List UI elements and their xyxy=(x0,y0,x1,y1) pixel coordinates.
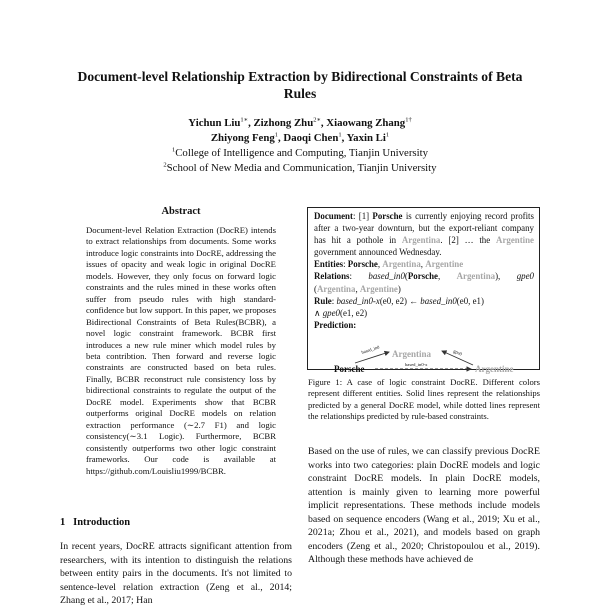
doc-text: . [2] … the xyxy=(440,235,497,246)
entity-argentine: Argentine xyxy=(425,259,464,270)
prediction-label: Prediction: xyxy=(314,319,357,330)
figure-entities: Entities: Porsche, Argentina, Argentine xyxy=(314,259,464,270)
var: e2 xyxy=(355,307,365,318)
author-name: Yichun Liu xyxy=(188,117,241,129)
var: e0 xyxy=(459,295,469,306)
author-list xyxy=(120,116,480,146)
figure-rule: Rule: based_in0-x(e0, e2) ← based_in0(e0, e1) ∧ gpe0(e1, e2) xyxy=(314,295,484,318)
label-based-in-x: based_in0-x xyxy=(405,362,428,367)
rule-head: based_in0-x xyxy=(336,295,380,306)
affiliation-mark: 1 xyxy=(171,146,176,154)
author-mark: 1∗ xyxy=(240,116,249,124)
section-title: Introduction xyxy=(73,517,131,528)
prediction-text: Prediction xyxy=(314,319,354,330)
rule-label: Rule xyxy=(314,295,332,306)
author-mark: 1 xyxy=(385,131,390,139)
node-argentina: Argentina xyxy=(392,349,431,359)
author-name: Zizhong Zhu xyxy=(253,117,314,129)
author-mark: 1 xyxy=(274,131,279,139)
entity-porsche: Porsche xyxy=(407,271,438,282)
var: e2 xyxy=(395,295,405,306)
node-argentine: Argentine xyxy=(475,364,514,374)
affiliation-1 xyxy=(110,146,490,160)
entity-argentina: Argentina xyxy=(456,271,496,282)
author-name: Zhiyong Feng xyxy=(210,132,275,144)
author-name: Yaxin Li xyxy=(346,132,386,144)
author-name: Daoqi Chen xyxy=(283,132,339,144)
figure-relations: Relations: based_in0(Porsche, Argentina), gpe0 (Argentina, Argentine) xyxy=(314,271,534,294)
rule-conjunct: ∧ gpe0 xyxy=(314,307,340,318)
figure-text xyxy=(314,210,534,331)
prediction-diagram xyxy=(307,345,540,375)
document-label: Document xyxy=(314,211,353,221)
rule-body: based_in0 xyxy=(420,295,457,306)
doc-text: : [1] xyxy=(352,211,373,221)
var: e1 xyxy=(472,295,481,306)
entity-porsche: Porsche xyxy=(372,211,403,221)
entity-argentina: Argentina xyxy=(401,235,441,246)
edge-based-in xyxy=(355,352,389,363)
var: e1 xyxy=(342,307,352,318)
entity-argentine: Argentine xyxy=(359,283,398,294)
figure-caption: Figure 1: A case of logic constraint DocRE. Different colors represent different entities. Solid lines represent the relationships predicted by a general DocRE model, while dotted lines represent the relationships predicted by rule-based constraints. xyxy=(308,377,540,421)
section-heading-introduction xyxy=(60,517,130,528)
author-mark: 2∗ xyxy=(313,116,321,124)
paper-title: Document-level Relationship Extraction by Bidirectional Constraints of Beta Rules xyxy=(77,69,523,101)
entity-argentine: Argentine xyxy=(496,235,534,246)
relation-function: gpe0 xyxy=(516,271,534,282)
entities-label: Entities xyxy=(314,259,344,270)
abstract-body: Document-level Relation Extraction (DocRE) intends to extract relationships from documents. Some works introduce logic constraints into DocRE, addressing the issues of opacity and weak logic in original DocRE models. However, they only focus on forward logic constraints and the rules mined in these works often suffer from pseudo rules with high standard-confidence but low support. In this paper, we proposes Bidirectional Constraints of Beta Rules(BCBR), a novel logic constraint framework. BCBR first introduces a new rule miner which model rules by beta contribtion. Then forward and reverse logic constraints are constructed based on beta rules. Finally, BCBR reconstruct rule consistency loss by bidirectional constraints to regulate the output of the DocRE model. Experiments show that BCBR outperforms original DocRE models on relation extraction performance (∼2.7 F1) and logic consistency(∼3.1 Logic). Furthermore, BCBR consistently outperforms two other logic constraint frameworks. Our code is available at https://github.com/Louisliu1999/BCBR. xyxy=(86,225,276,476)
introduction-body: In recent years, DocRE attracts significant attention from researchers, with its intention to distinguish the relations between entity pairs in the documents. It's not limited to sentence-level relation extraction (Zeng et al., 2014; Zhang et al., 2017; Han xyxy=(60,541,292,606)
figure-document xyxy=(314,210,534,258)
entity-porsche: Porsche xyxy=(347,259,378,270)
author-line-1: Yichun Liu$^{1∗}$, Zizhong Zhu$^{2∗}$, Xiaowang Zhang$^{1\dagger}$ xyxy=(188,116,412,129)
right-column-body: Based on the use of rules, we can classify previous DocRE works into two categories: plain DocRE models and logic constraint DocRE models. In plain DocRE models, attention is mainly given to learning more powerful implicit representations. These methods include models based on sequence encoders (Wang et al., 2019; Xu et al., 2021a; Zhou et al., 2021), and models based on graph encoders (Zeng et al., 2020; Christopoulou et al., 2019). Although these methods have achieved de xyxy=(308,446,540,565)
affiliation-2 xyxy=(110,161,490,175)
author-name: Xiaowang Zhang xyxy=(326,117,406,129)
relation-function: based_in xyxy=(368,271,401,282)
affiliation-text: College of Intelligence and Computing, Tianjin University xyxy=(175,147,429,159)
author-mark: 1 xyxy=(338,131,342,139)
doc-text: is currently enjoying record profits after a two-year downturn, but the export-reliant company has hit a pothole in xyxy=(314,211,534,246)
entity-argentina: Argentina xyxy=(382,259,421,270)
author-mark: 1† xyxy=(405,116,412,124)
relations-label: Relations xyxy=(314,271,350,282)
author-line-2: Zhiyong Feng$^1$, Daoqi Chen$^1$, Yaxin Li$^1$ xyxy=(210,131,390,144)
label-gpe: gpe0 xyxy=(452,348,463,357)
label-based-in: based_in0 xyxy=(360,344,381,355)
node-porsche: Porsche xyxy=(334,364,365,374)
rule-arrow: ← xyxy=(409,295,419,306)
entity-argentina: Argentina xyxy=(316,283,356,294)
affiliation-mark: 2 xyxy=(163,161,167,169)
abstract-heading: Abstract xyxy=(161,206,201,217)
affiliation-text: School of New Media and Communication, Tianjin University xyxy=(166,162,437,174)
doc-text: government announced Wednesday. xyxy=(314,247,442,258)
var: e0 xyxy=(382,295,392,306)
section-number: 1 xyxy=(60,517,66,528)
